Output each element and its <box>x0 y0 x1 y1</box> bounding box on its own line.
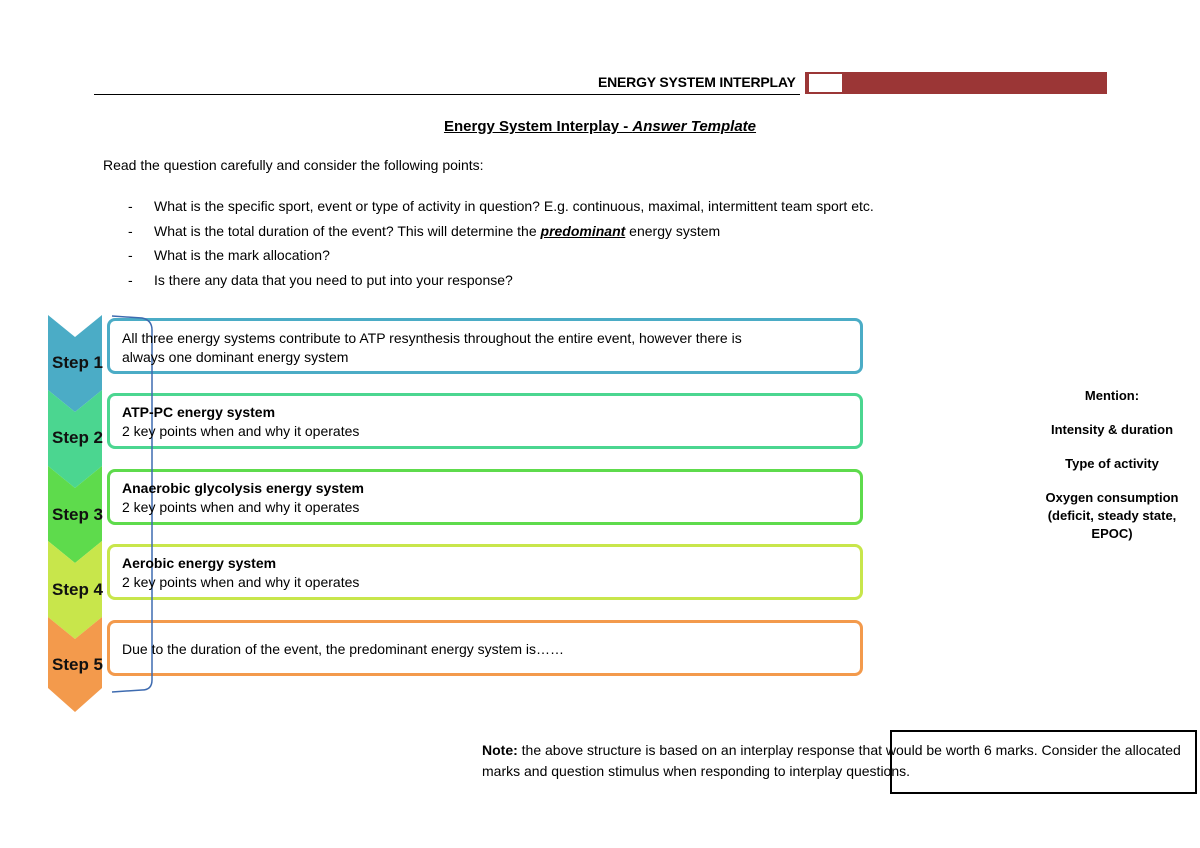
step-4-label: Step 4 <box>52 580 104 599</box>
step-3-text: Anaerobic glycolysis energy system 2 key points when and why it operates <box>122 480 364 515</box>
mention-item: Oxygen consumption (deficit, steady state, EPOC) <box>1045 490 1179 541</box>
list-item: - What is the specific sport, event or type of activity in question? E.g. continuous, maximal, intermittent team sport etc. <box>128 196 874 221</box>
intro-text: Read the question carefully and consider the following points: <box>103 157 484 173</box>
page-title: Energy System Interplay - Answer Template <box>443 118 757 135</box>
header-title: ENERGY SYSTEM INTERPLAY <box>598 74 796 90</box>
step-2-text: ATP-PC energy system 2 key points when and why it operates <box>122 404 360 439</box>
step-1-label: Step 1 <box>52 353 104 372</box>
list-item: - Is there any data that you need to put into your response? <box>128 270 874 295</box>
mention-item: Intensity & duration <box>1050 422 1174 437</box>
step-5-text: Due to the duration of the event, the predominant energy system is…… <box>122 641 565 657</box>
step-2-label: Step 2 <box>52 428 104 447</box>
mention-heading: Mention: <box>1084 388 1140 403</box>
step-5-label: Step 5 <box>52 655 104 674</box>
step-4-text: Aerobic energy system 2 key points when and why it operates <box>122 555 360 590</box>
note-text: Note: the above structure is based on an interplay response that would be worth 6 marks. Consider the allocated marks and question stimulus when responding to interplay questions. <box>482 742 1181 779</box>
list-item: - What is the mark allocation? <box>128 245 874 270</box>
mention-item: Type of activity <box>1065 456 1159 471</box>
step-1-text: All three energy systems contribute to ATP resynthesis throughout the entire event, however there is always one dominant energy system <box>122 330 742 365</box>
list-item: - What is the total duration of the event? This will determine the predominant energy system <box>128 221 874 246</box>
step-3-label: Step 3 <box>52 505 104 524</box>
